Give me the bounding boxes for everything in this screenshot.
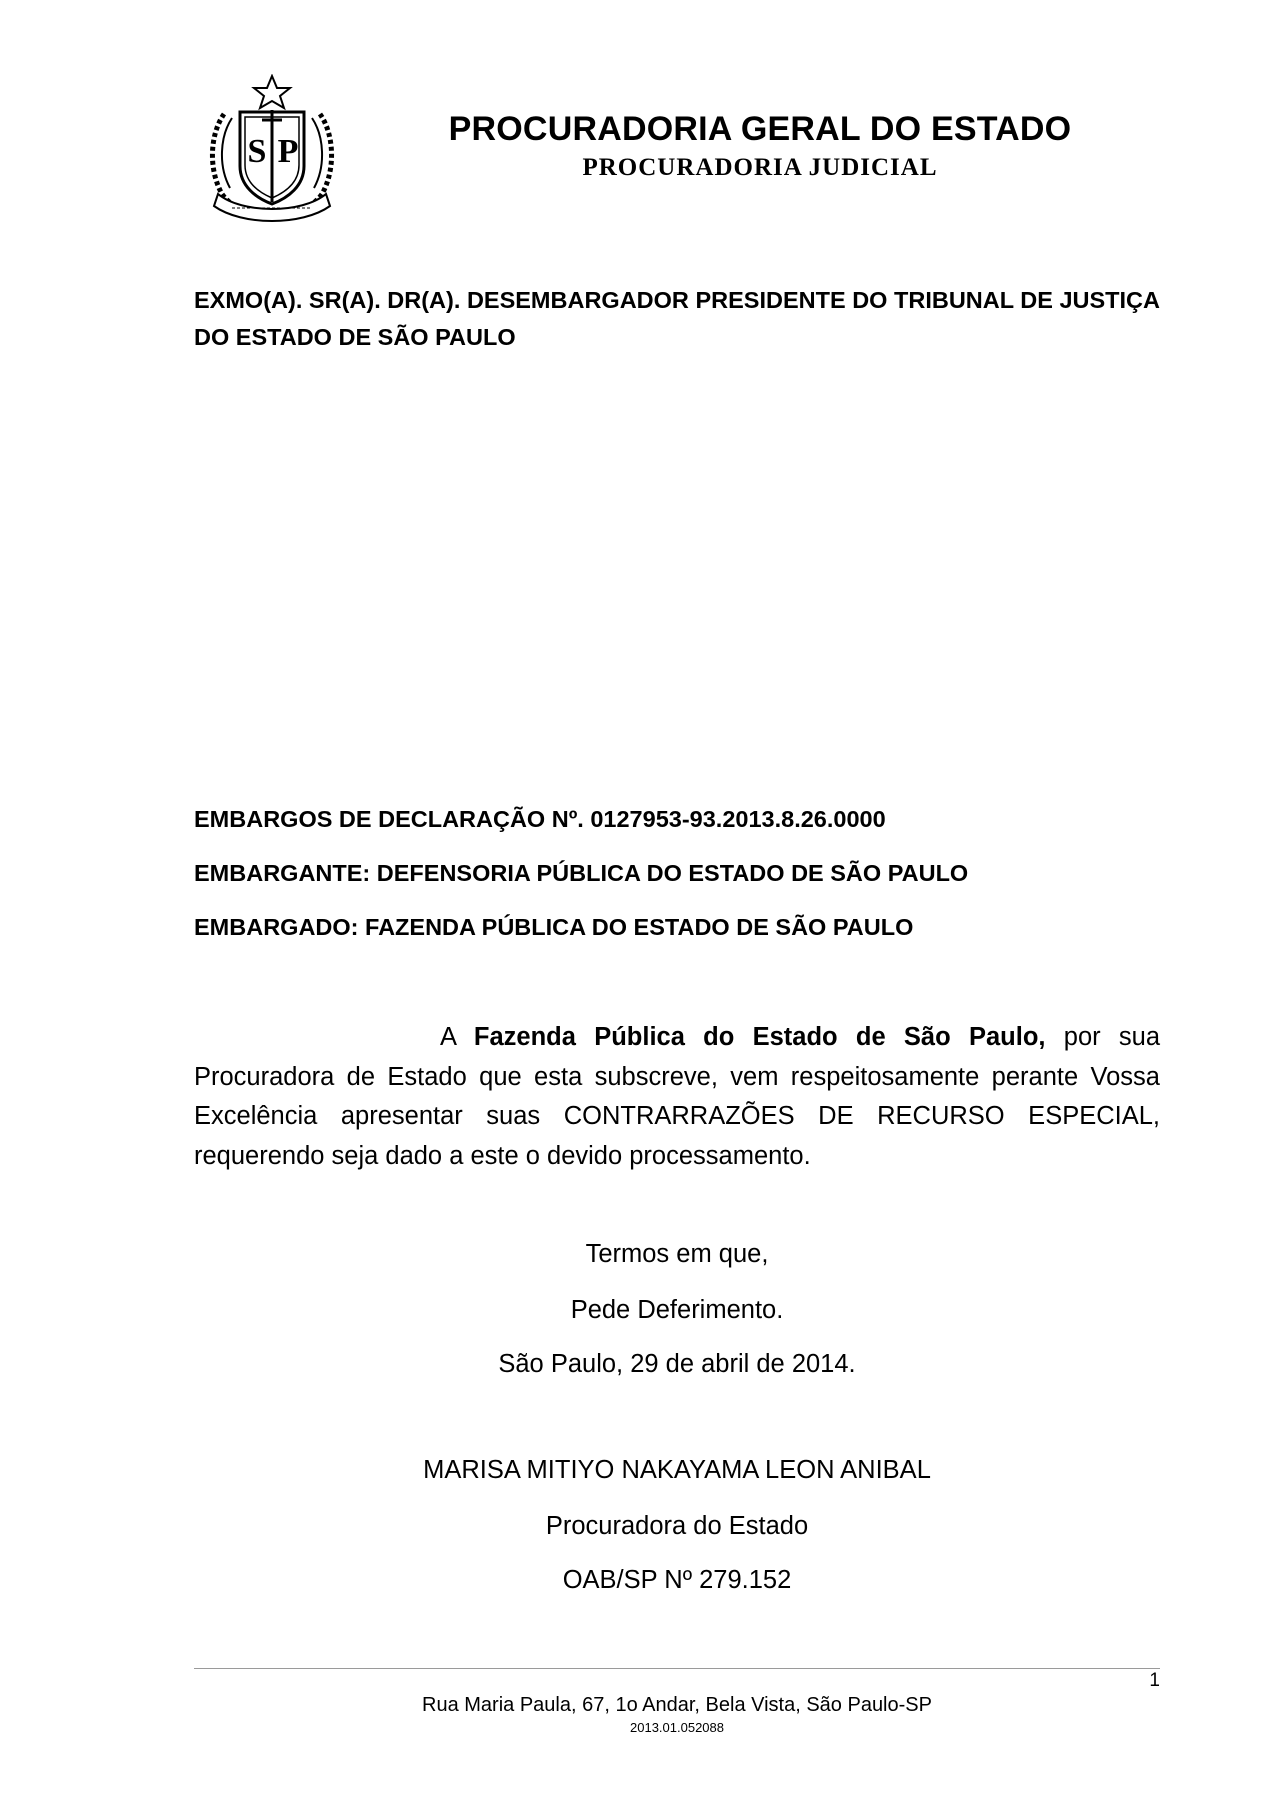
- page-number: 1: [1149, 1670, 1160, 1691]
- organization-subtitle: PROCURADORIA JUDICIAL: [582, 154, 938, 181]
- organization-title: PROCURADORIA GERAL DO ESTADO: [448, 110, 1072, 148]
- embargante-line: EMBARGANTE: DEFENSORIA PÚBLICA DO ESTADO DE SÃO PAULO: [194, 860, 969, 886]
- sp-state-coat-of-arms-icon: [202, 74, 342, 226]
- closing-line-2: Pede Deferimento.: [570, 1296, 784, 1324]
- body-text: por sua Procuradora de Estado que esta subscreve, vem respeitosamente perante Vossa Excelência apresentar suas CONTRARRAZÕES DE RECURSO ESPECIAL, requerendo seja dado a este o devido processamento.: [194, 1023, 1161, 1170]
- footer-divider: [194, 1668, 1160, 1669]
- body-paragraph: [194, 1018, 1160, 1176]
- crest-letter-p: P: [277, 133, 299, 170]
- signatory-oab: OAB/SP Nº 279.152: [562, 1566, 792, 1594]
- body-lead: A: [440, 1023, 474, 1051]
- crest-letter-s: S: [247, 133, 267, 170]
- case-number-line: EMBARGOS DE DECLARAÇÃO Nº. 0127953-93.2013.8.26.0000: [194, 806, 886, 832]
- footer-document-code: 2013.01.052088: [630, 1720, 724, 1735]
- signatory-name: MARISA MITIYO NAKAYAMA LEON ANIBAL: [423, 1456, 931, 1484]
- closing-line-1: Termos em que,: [585, 1240, 769, 1268]
- addressee-heading: EXMO(A). SR(A). DR(A). DESEMBARGADOR PRESIDENTE DO TRIBUNAL DE JUSTIÇA DO ESTADO DE SÃO PAULO: [194, 287, 1160, 350]
- date-line: São Paulo, 29 de abril de 2014.: [498, 1350, 856, 1378]
- footer-address: Rua Maria Paula, 67, 1o Andar, Bela Vista, São Paulo-SP: [422, 1694, 932, 1716]
- embargado-line: EMBARGADO: FAZENDA PÚBLICA DO ESTADO DE SÃO PAULO: [194, 914, 914, 940]
- body-party-name: Fazenda Pública do Estado de São Paulo,: [473, 1023, 1046, 1051]
- signatory-role: Procuradora do Estado: [545, 1512, 809, 1540]
